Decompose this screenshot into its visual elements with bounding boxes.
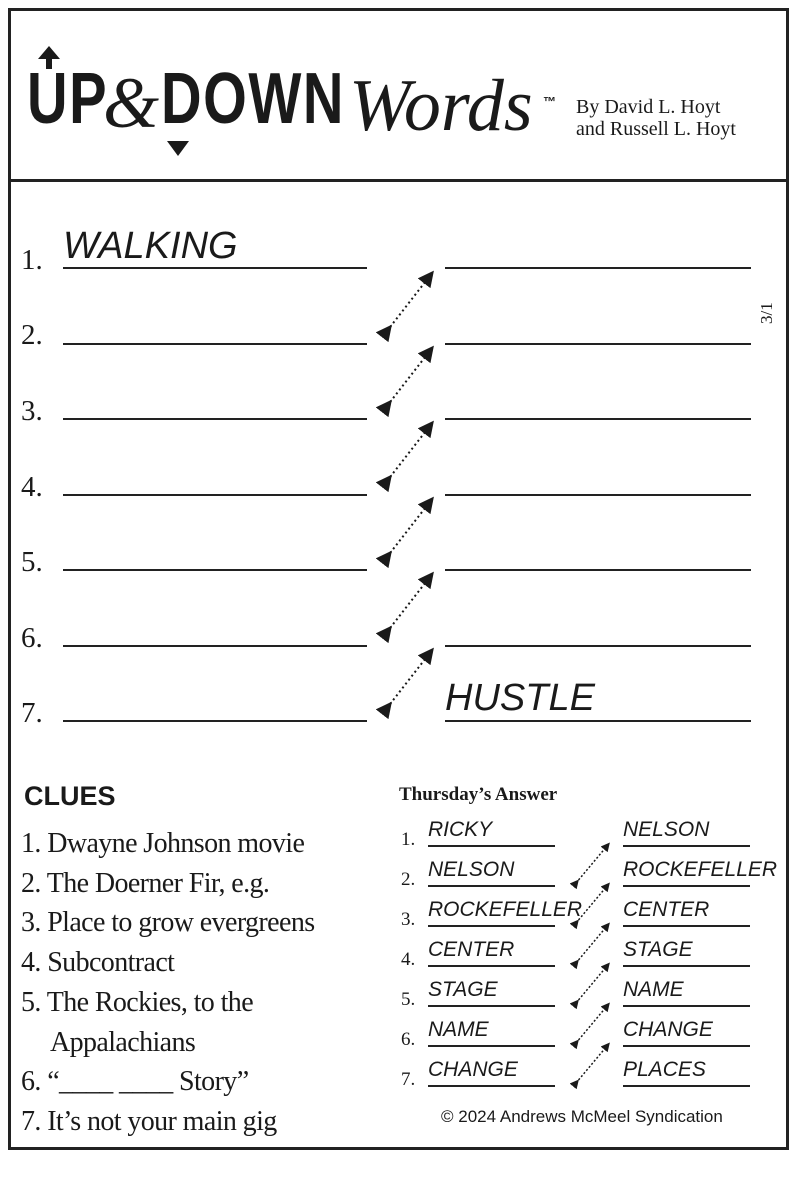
answer-link-arrows	[11, 11, 786, 1111]
answer-word-left: NAME	[428, 1018, 489, 1041]
puzzle-card	[8, 8, 789, 1150]
logo-ampersand: &	[103, 63, 160, 143]
answer-word-right: PLACES	[623, 1058, 706, 1081]
answer-word-right: STAGE	[623, 938, 693, 961]
row-number-2: 2.	[21, 319, 43, 351]
answer-link-arrow-3-icon	[576, 926, 607, 963]
logo-words: Words	[349, 65, 533, 147]
trademark: ™	[543, 94, 556, 109]
row-number-4: 4.	[21, 471, 43, 503]
answer-link-arrow-2-icon	[576, 886, 607, 923]
answer-link-arrow-1-icon	[576, 846, 607, 883]
clue-3: 3. Place to grow evergreens	[21, 907, 315, 938]
row-number-7: 7.	[21, 697, 43, 729]
byline-line-2: and Russell L. Hoyt	[576, 118, 736, 140]
row-number-5: 5.	[21, 546, 43, 578]
clues-heading: CLUES	[24, 781, 116, 811]
date-tag: 3/1	[757, 302, 776, 324]
clue-4: 4. Subcontract	[21, 947, 175, 978]
answer-word-left: NELSON	[428, 858, 515, 881]
answer-row-number: 5.	[401, 989, 416, 1010]
answer-link-arrow-6-icon	[576, 1046, 607, 1083]
given-word-end: HUSTLE	[445, 677, 595, 719]
answer-link-arrow-4-icon	[576, 966, 607, 1003]
answer-word-left: CENTER	[428, 938, 515, 961]
clue-2: 2. The Doerner Fir, e.g.	[21, 868, 270, 899]
answer-row-number: 4.	[401, 949, 416, 970]
answer-word-left: ROCKEFELLER	[428, 898, 583, 921]
answer-word-right: CENTER	[623, 898, 710, 921]
row-number-3: 3.	[21, 395, 43, 427]
answer-link-arrow-5-icon	[576, 1006, 607, 1043]
clue-1: 1. Dwayne Johnson movie	[21, 828, 305, 859]
answer-word-right: ROCKEFELLER	[623, 858, 778, 881]
answer-row-number: 3.	[401, 909, 416, 930]
copyright-notice: © 2024 Andrews McMeel Syndication	[441, 1107, 723, 1126]
row-number-1: 1.	[21, 244, 43, 276]
answer-row-number: 2.	[401, 869, 416, 890]
given-word-start: WALKING	[63, 225, 238, 267]
answer-word-left: CHANGE	[428, 1058, 518, 1081]
answer-word-right: CHANGE	[623, 1018, 713, 1041]
answer-row-number: 6.	[401, 1029, 416, 1050]
logo-up: UP	[27, 59, 109, 139]
clue-7: 7. It’s not your main gig	[21, 1106, 277, 1137]
previous-answer-heading: Thursday’s Answer	[399, 784, 558, 805]
answer-word-left: RICKY	[428, 818, 493, 841]
answer-word-right: NELSON	[623, 818, 710, 841]
row-number-6: 6.	[21, 622, 43, 654]
answer-word-right: NAME	[623, 978, 684, 1001]
answer-word-left: STAGE	[428, 978, 498, 1001]
answer-row-number: 1.	[401, 829, 416, 850]
clue-5-continued: Appalachians	[50, 1027, 196, 1058]
clue-6: 6. “____ ____ Story”	[21, 1066, 249, 1097]
clue-5: 5. The Rockies, to the	[21, 987, 254, 1018]
logo-down: DOWN	[161, 59, 346, 139]
byline-line-1: By David L. Hoyt	[576, 96, 721, 118]
answer-row-number: 7.	[401, 1069, 416, 1090]
